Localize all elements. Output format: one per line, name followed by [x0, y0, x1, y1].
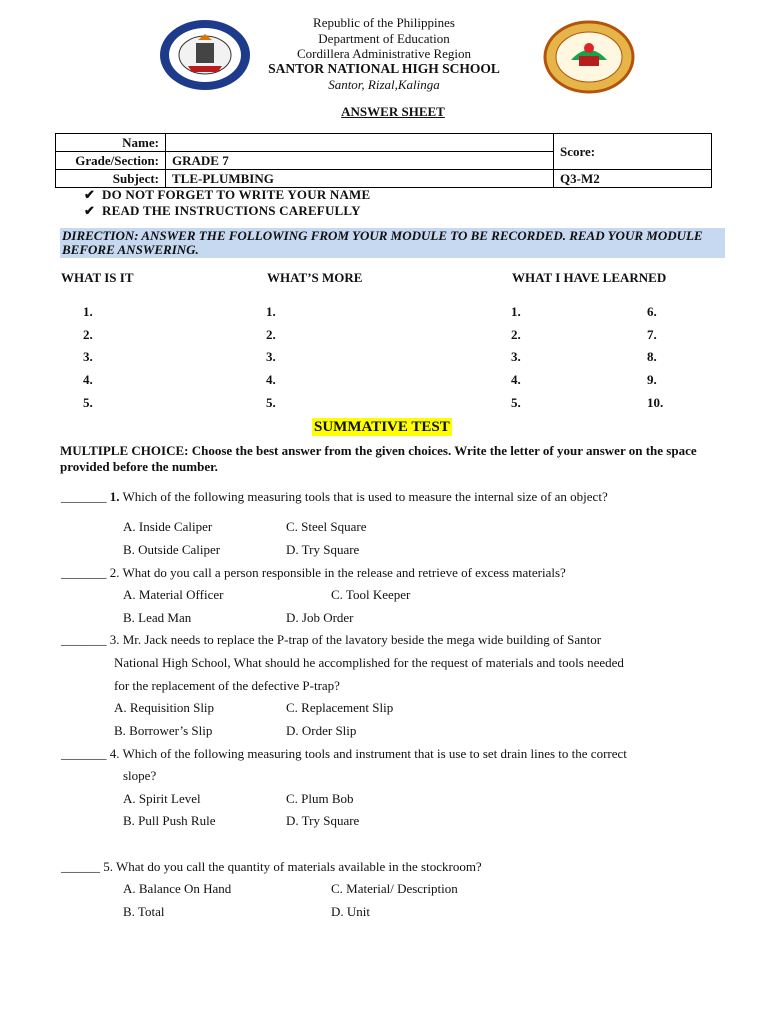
option-5d: D. Unit — [331, 904, 370, 919]
header-school: SANTOR NATIONAL HIGH SCHOOL — [268, 61, 500, 76]
module-code: Q3-M2 — [554, 170, 712, 188]
whats-more-number: 2. — [266, 327, 276, 342]
what-is-it-number: 1. — [83, 304, 93, 319]
whats-more-number: 3. — [266, 349, 276, 364]
option-1b: B. Outside Caliper — [123, 542, 221, 557]
what-i-learned-heading: WHAT I HAVE LEARNED — [512, 270, 667, 285]
checkmark-icon: ✔ — [84, 203, 96, 218]
header-department: Department of Education — [318, 31, 450, 46]
option-2b: B. Lead Man — [123, 610, 192, 625]
whats-more-heading: WHAT’S MORE — [267, 270, 363, 285]
question-1: _______ 1. Which of the following measuring tools that is used to measure the internal size of an object? — [61, 489, 608, 504]
summative-test-heading: SUMMATIVE TEST — [314, 419, 450, 435]
option-5b: B. Total — [123, 904, 165, 919]
header-location: Santor, Rizal,Kalinga — [328, 77, 440, 92]
what-is-it-heading: WHAT IS IT — [61, 270, 134, 285]
subject-label: Subject: — [56, 170, 166, 188]
option-3a: A. Requisition Slip — [114, 700, 215, 715]
name-label: Name: — [56, 134, 166, 152]
option-2d: D. Job Order — [286, 610, 354, 625]
multiple-choice-label: MULTIPLE CHOICE: — [60, 443, 189, 458]
what-is-it-number: 5. — [83, 395, 93, 410]
subject-value: TLE-PLUMBING — [166, 170, 554, 188]
answer-sheet-title: ANSWER SHEET — [341, 104, 445, 119]
student-info-table — [55, 133, 712, 188]
option-1a: A. Inside Caliper — [123, 519, 213, 534]
learned-number: 10. — [647, 395, 664, 410]
score-label: Score: — [554, 134, 712, 170]
what-is-it-number: 2. — [83, 327, 93, 342]
option-4c: C. Plum Bob — [286, 791, 354, 806]
option-4a: A. Spirit Level — [123, 791, 201, 806]
learned-number: 3. — [511, 349, 521, 364]
header-republic: Republic of the Philippines — [313, 15, 455, 30]
option-3c: C. Replacement Slip — [286, 700, 394, 715]
learned-number: 1. — [511, 304, 521, 319]
question-3-line-3: for the replacement of the defective P-trap? — [114, 678, 340, 693]
learned-number: 2. — [511, 327, 521, 342]
direction-banner: DIRECTION: ANSWER THE FOLLOWING FROM YOUR MODULE TO BE RECORDED. READ YOUR MODULE BEFORE ANSWERING. — [60, 228, 725, 258]
learned-number: 5. — [511, 395, 521, 410]
option-3d: D. Order Slip — [286, 723, 357, 738]
reminder-item: ✔ READ THE INSTRUCTIONS CAREFULLY — [84, 203, 361, 218]
learned-number: 6. — [647, 304, 657, 319]
option-2c: C. Tool Keeper — [331, 587, 411, 602]
whats-more-number: 1. — [266, 304, 276, 319]
grade-label: Grade/Section: — [56, 152, 166, 170]
learned-number: 8. — [647, 349, 657, 364]
option-4d: D. Try Square — [286, 813, 360, 828]
question-2: _______ 2. What do you call a person responsible in the release and retrieve of excess materials? — [61, 565, 566, 580]
option-3b: B. Borrower’s Slip — [114, 723, 213, 738]
option-5a: A. Balance On Hand — [123, 881, 232, 896]
what-is-it-number: 4. — [83, 372, 93, 387]
reminder-item: ✔ DO NOT FORGET TO WRITE YOUR NAME — [84, 187, 371, 202]
learned-number: 7. — [647, 327, 657, 342]
option-1d: D. Try Square — [286, 542, 360, 557]
question-3: _______ 3. Mr. Jack needs to replace the P-trap of the lavatory beside the mega wide building of Santor — [61, 632, 602, 647]
what-is-it-number: 3. — [83, 349, 93, 364]
name-field[interactable] — [166, 134, 554, 152]
option-1c: C. Steel Square — [286, 519, 367, 534]
learned-number: 4. — [511, 372, 521, 387]
question-3-line-2: National High School, What should he accomplished for the request of materials and tools needed — [114, 655, 624, 670]
whats-more-number: 5. — [266, 395, 276, 410]
option-5c: C. Material/ Description — [331, 881, 458, 896]
option-4b: B. Pull Push Rule — [123, 813, 216, 828]
question-5: ______ 5. What do you call the quantity of materials available in the stockroom? — [61, 859, 482, 874]
multiple-choice-instructions: MULTIPLE CHOICE: Choose the best answer from the given choices. Write the letter of your answer on the space provided before the number. — [60, 443, 697, 474]
checkmark-icon: ✔ — [84, 187, 96, 202]
question-4: _______ 4. Which of the following measuring tools and instrument that is use to set drain lines to the correct — [61, 746, 627, 761]
whats-more-number: 4. — [266, 372, 276, 387]
question-4-line-2: slope? — [123, 768, 157, 783]
learned-number: 9. — [647, 372, 657, 387]
header-region: Cordillera Administrative Region — [296, 46, 472, 61]
grade-value: GRADE 7 — [166, 152, 554, 170]
option-2a: A. Material Officer — [123, 587, 224, 602]
